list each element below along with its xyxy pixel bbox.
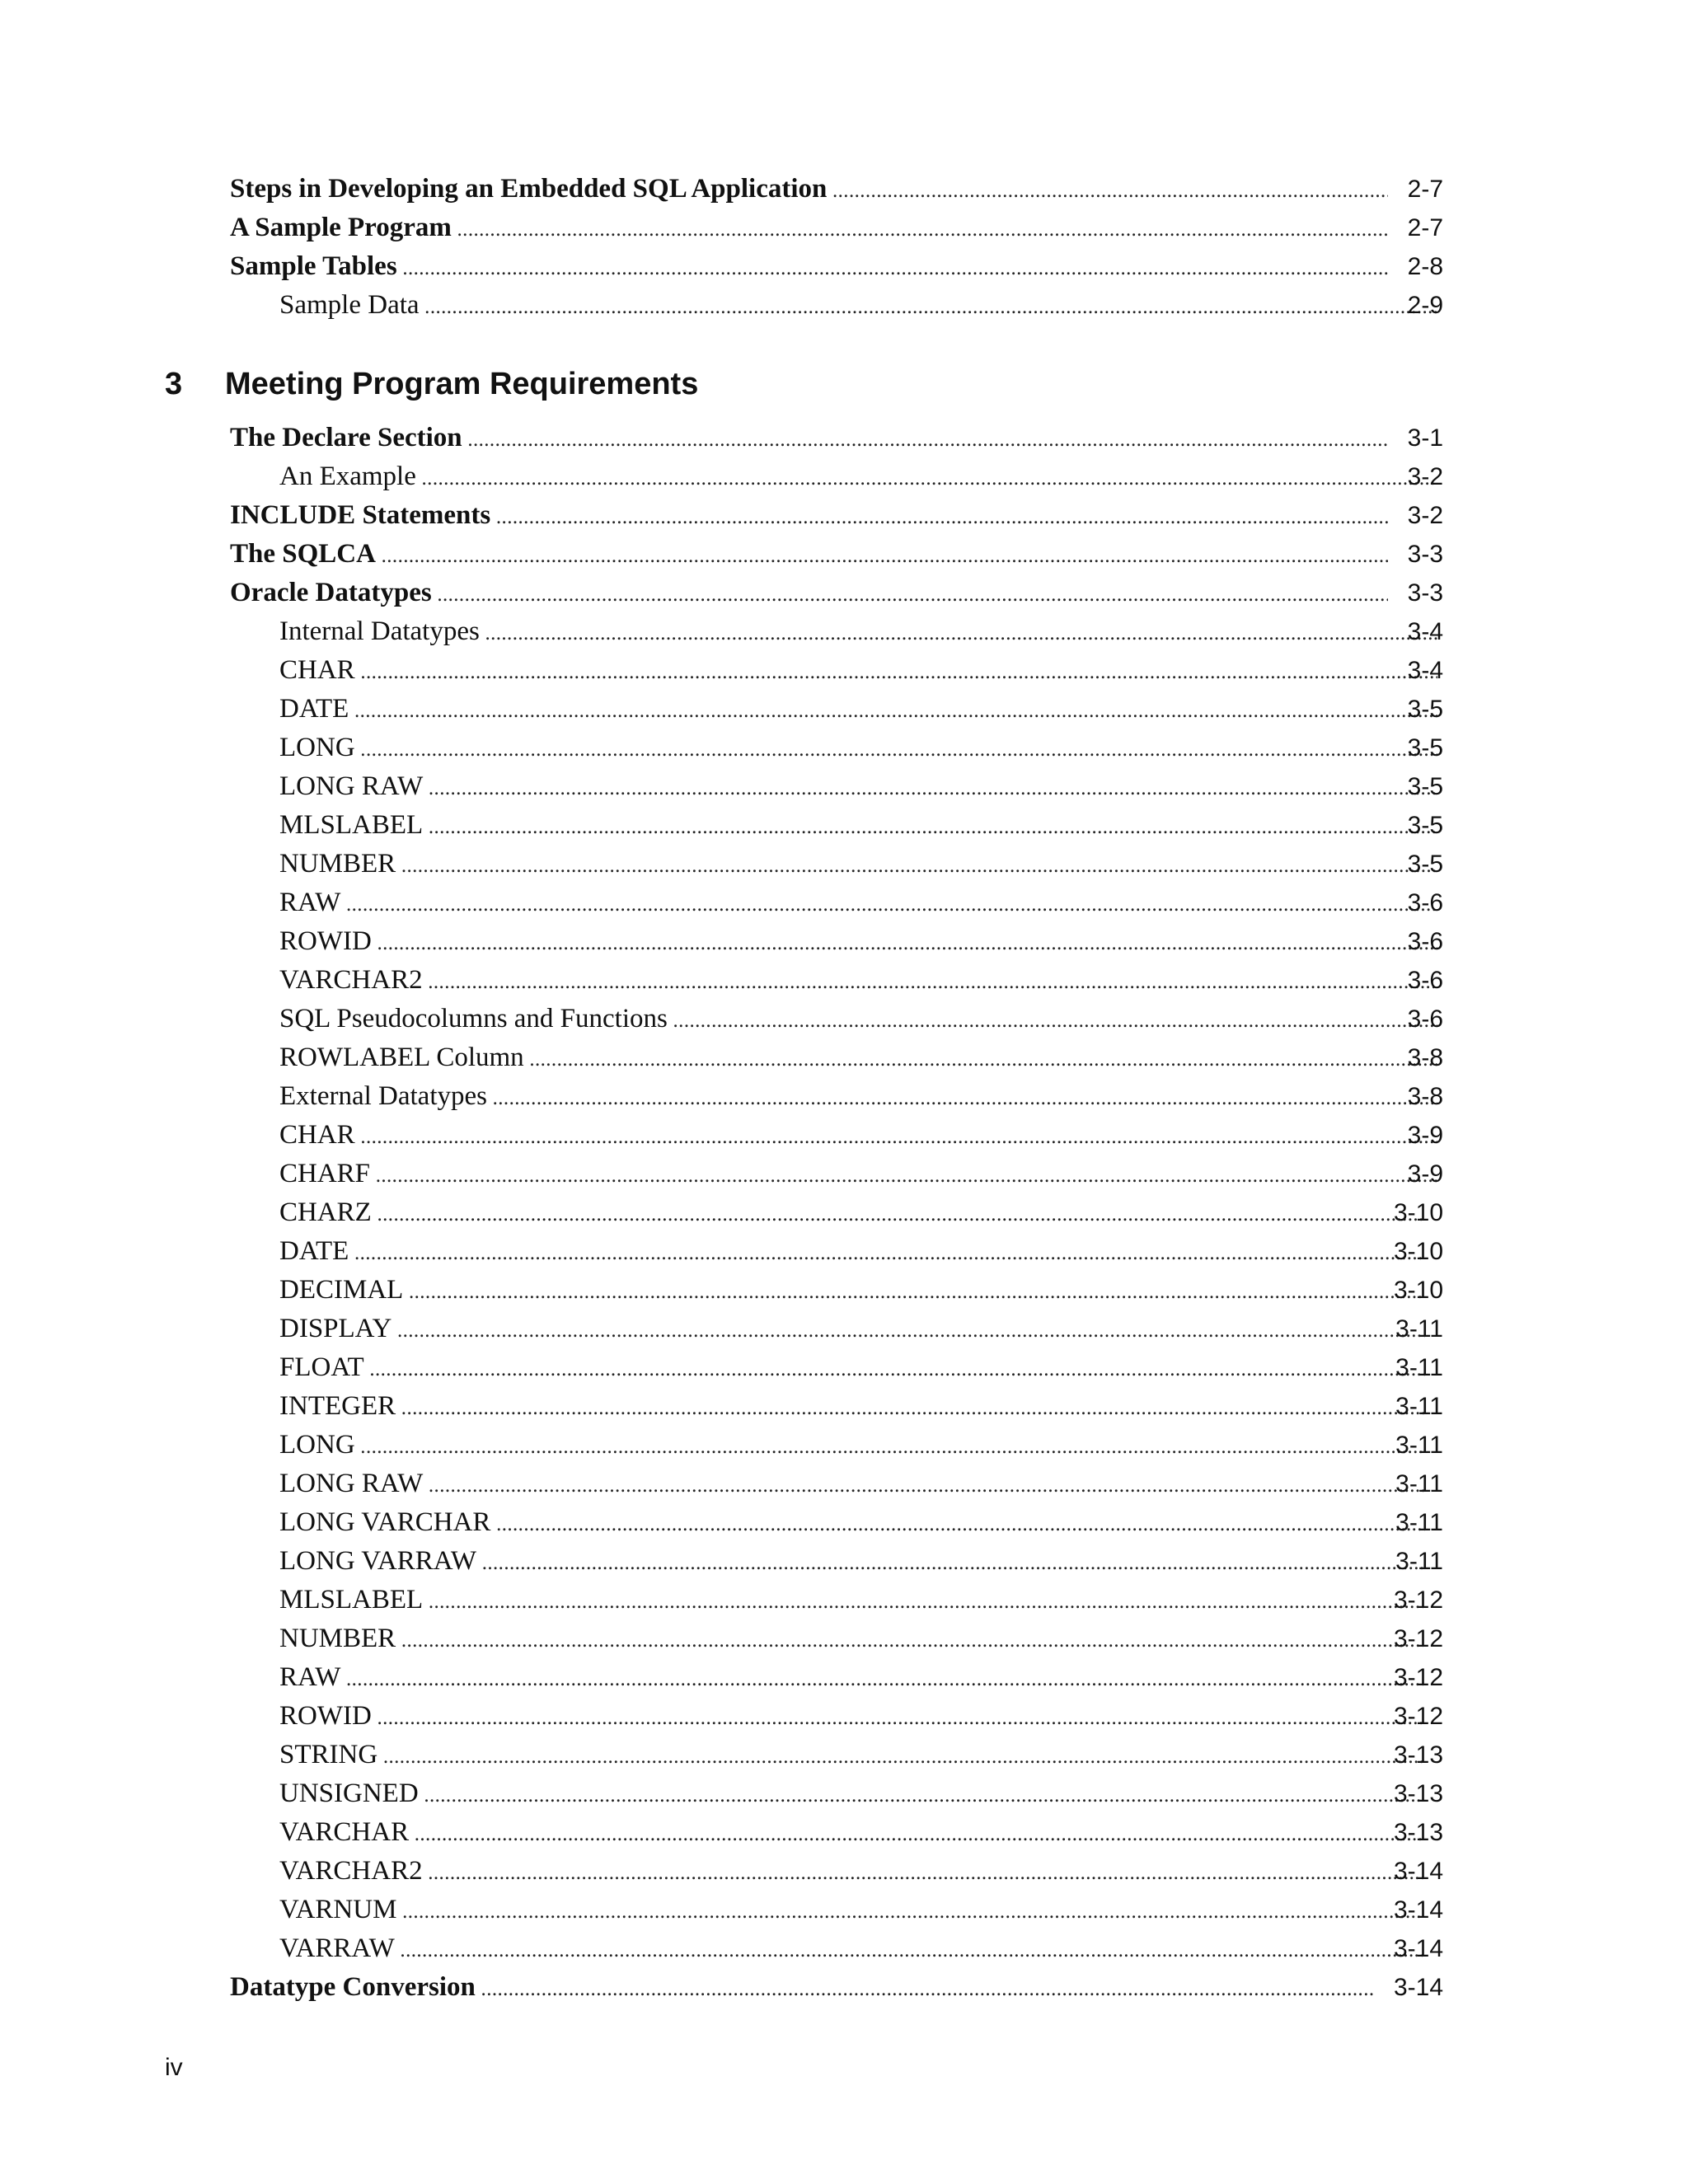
toc-entry-leader (230, 883, 1437, 924)
toc-entry-title[interactable]: An Example (279, 462, 416, 491)
toc-entry-title[interactable]: VARNUM (279, 1895, 397, 1924)
toc-entry[interactable] (230, 1619, 1443, 1658)
toc-entry[interactable] (230, 1232, 1443, 1271)
toc-entry-page[interactable]: 2-8 (1407, 253, 1443, 280)
toc-entry[interactable] (230, 1813, 1443, 1852)
toc-entry-page[interactable]: 2-7 (1407, 176, 1443, 203)
toc-entry-title[interactable]: FLOAT (279, 1352, 364, 1382)
toc-entry-page[interactable]: 3-14 (1393, 1935, 1443, 1962)
chapter-number: 3 (165, 367, 183, 401)
toc-entry-title[interactable]: LONG VARRAW (279, 1546, 477, 1576)
toc-entry-leader (230, 1929, 1423, 1970)
toc-entry-leader (230, 1193, 1423, 1234)
toc-entry[interactable] (230, 1348, 1443, 1387)
toc-entry[interactable] (230, 806, 1443, 845)
toc-entry-title[interactable]: RAW (279, 888, 341, 917)
toc-entry[interactable] (230, 1697, 1443, 1736)
toc-entry[interactable] (230, 1387, 1443, 1426)
toc-entry-title[interactable]: Datatype Conversion (230, 1972, 476, 2002)
toc-entry[interactable] (230, 1077, 1443, 1116)
toc-entry[interactable] (230, 247, 1443, 286)
toc-entry[interactable] (230, 1774, 1443, 1813)
toc-entry-leader (230, 1542, 1425, 1582)
toc-entry[interactable] (230, 767, 1443, 806)
toc-entry-leader (230, 419, 1388, 459)
toc-entry[interactable] (230, 209, 1443, 247)
toc-entry-page[interactable]: 3-4 (1407, 618, 1443, 645)
toc-entry-leader (230, 1465, 1425, 1505)
toc-entry-leader (230, 1774, 1423, 1815)
toc-entry[interactable] (230, 1426, 1443, 1465)
toc-entry[interactable] (230, 1968, 1443, 2007)
toc-entry-leader (230, 1581, 1423, 1621)
toc-entry[interactable] (230, 535, 1443, 574)
toc-entry[interactable] (230, 1658, 1443, 1697)
toc-entry-leader (230, 1387, 1425, 1427)
toc-entry-leader (230, 922, 1437, 963)
toc-entry-title[interactable]: The SQLCA (230, 539, 376, 569)
toc-entry-leader (230, 961, 1437, 1001)
toc-entry-title[interactable]: DECIMAL (279, 1275, 404, 1305)
toc-entry-title[interactable]: UNSIGNED (279, 1779, 419, 1808)
toc-entry-title[interactable]: External Datatypes (279, 1081, 487, 1111)
toc-entry-leader (230, 651, 1437, 691)
toc-entry-page[interactable]: 3-10 (1393, 1238, 1443, 1265)
toc-entry[interactable] (230, 286, 1443, 325)
toc-entry-page[interactable]: 3-3 (1407, 541, 1443, 568)
toc-entry-page[interactable]: 3-14 (1393, 1858, 1443, 1885)
toc-top-section (230, 170, 1443, 325)
toc-entry[interactable] (230, 1542, 1443, 1581)
toc-entry-title[interactable]: ROWID (279, 926, 372, 956)
toc-entry-title[interactable]: VARCHAR2 (279, 965, 423, 995)
toc-entry-page[interactable]: 3-3 (1407, 579, 1443, 607)
toc-entry-page[interactable]: 3-5 (1407, 773, 1443, 800)
toc-entry-leader (230, 1697, 1423, 1737)
toc-entry-leader (230, 612, 1437, 653)
toc-entry-leader (230, 1619, 1423, 1660)
toc-entry-page[interactable]: 3-4 (1407, 657, 1443, 684)
toc-entry-title[interactable]: MLSLABEL (279, 1585, 424, 1615)
toc-entry-leader (230, 1000, 1437, 1040)
toc-entry-leader (230, 574, 1388, 614)
toc-entry-page[interactable]: 3-12 (1393, 1664, 1443, 1691)
toc-entry-title[interactable]: STRING (279, 1740, 378, 1769)
toc-entry-title[interactable]: Internal Datatypes (279, 616, 480, 646)
toc-entry-page[interactable]: 3-11 (1395, 1509, 1443, 1536)
toc-entry-leader (230, 1736, 1423, 1776)
toc-entry-leader (230, 1155, 1437, 1195)
toc-entry[interactable] (230, 1155, 1443, 1193)
toc-entry-leader (230, 845, 1437, 885)
toc-entry-leader (230, 1426, 1425, 1466)
toc-entry-page[interactable]: 3-10 (1393, 1277, 1443, 1304)
toc-entry-page[interactable]: 3-9 (1407, 1160, 1443, 1188)
toc-entry[interactable] (230, 690, 1443, 729)
toc-entry[interactable] (230, 1503, 1443, 1542)
toc-entry[interactable] (230, 922, 1443, 961)
toc-entry-page[interactable]: 3-14 (1393, 1896, 1443, 1924)
toc-entry-title[interactable]: CHAR (279, 1120, 355, 1150)
toc-entry-title[interactable]: DISPLAY (279, 1314, 392, 1343)
toc-entry-leader (230, 457, 1437, 498)
toc-entry-title[interactable]: LONG RAW (279, 771, 424, 801)
toc-entry[interactable] (230, 574, 1443, 612)
toc-entry-leader (230, 1271, 1423, 1311)
toc-entry-title[interactable]: LONG (279, 1430, 355, 1460)
toc-entry-title[interactable]: Sample Tables (230, 251, 397, 281)
toc-entry-page[interactable]: 3-12 (1393, 1625, 1443, 1652)
toc-entry-page[interactable]: 3-8 (1407, 1083, 1443, 1110)
toc-entry[interactable] (230, 1271, 1443, 1310)
toc-entry-leader (230, 806, 1437, 846)
toc-entry-leader (230, 1348, 1425, 1389)
toc-entry-title[interactable]: Sample Data (279, 290, 420, 320)
toc-entry-leader (230, 690, 1437, 730)
toc-entry-title[interactable]: NUMBER (279, 849, 396, 879)
toc-entry-page[interactable]: 3-6 (1407, 967, 1443, 994)
toc-entry-leader (230, 1038, 1437, 1079)
toc-entry[interactable] (230, 612, 1443, 651)
toc-entry[interactable] (230, 496, 1443, 535)
toc-entry[interactable] (230, 651, 1443, 690)
toc-entry[interactable] (230, 1038, 1443, 1077)
toc-entry-title[interactable]: ROWLABEL Column (279, 1043, 524, 1072)
toc-entry-page[interactable]: 3-12 (1393, 1586, 1443, 1614)
footer-page-number: iv (165, 2054, 183, 2081)
toc-entry-leader (230, 1968, 1374, 2008)
toc-entry-page[interactable]: 3-6 (1407, 889, 1443, 916)
toc-entry[interactable] (230, 1193, 1443, 1232)
toc-entry-page[interactable]: 3-13 (1393, 1741, 1443, 1769)
toc-entry-title[interactable]: Oracle Datatypes (230, 578, 432, 607)
toc-entry-leader (230, 1813, 1423, 1854)
toc-entry-leader (230, 767, 1437, 808)
toc-entry-page[interactable]: 3-2 (1407, 502, 1443, 529)
toc-entry-leader (230, 729, 1437, 769)
toc-entry-page[interactable]: 3-14 (1393, 1974, 1443, 2001)
toc-entry[interactable] (230, 729, 1443, 767)
toc-entry[interactable] (230, 961, 1443, 1000)
toc-entry-page[interactable]: 3-11 (1395, 1548, 1443, 1575)
toc-entry-title[interactable]: VARCHAR (279, 1817, 410, 1847)
toc-entry[interactable] (230, 1465, 1443, 1503)
toc-entry-title[interactable]: VARCHAR2 (279, 1856, 423, 1886)
toc-entry-title[interactable]: CHARF (279, 1159, 371, 1188)
toc-entry-page[interactable]: 3-13 (1393, 1780, 1443, 1807)
toc-entry-page[interactable]: 3-5 (1407, 812, 1443, 839)
toc-entry-page[interactable]: 2-7 (1407, 214, 1443, 241)
toc-entry-title[interactable]: VARRAW (279, 1933, 395, 1963)
toc-entry-leader (230, 170, 1388, 210)
toc-entry[interactable] (230, 1736, 1443, 1774)
toc-entry-title[interactable]: DATE (279, 694, 349, 724)
toc-entry-page[interactable]: 3-9 (1407, 1122, 1443, 1149)
toc-entry-leader (230, 1658, 1423, 1699)
toc-entry-leader (230, 535, 1388, 575)
toc-entry-page[interactable]: 3-11 (1395, 1432, 1443, 1459)
toc-entry-leader (230, 1891, 1423, 1931)
toc-entry-title[interactable]: LONG (279, 733, 355, 762)
toc-entry-page[interactable]: 3-13 (1393, 1819, 1443, 1846)
toc-entry-page[interactable]: 3-5 (1407, 696, 1443, 723)
toc-entry[interactable] (230, 845, 1443, 883)
toc-entry[interactable] (230, 1852, 1443, 1891)
toc-entry-leader (230, 247, 1388, 288)
toc-entry-title[interactable]: LONG RAW (279, 1469, 424, 1498)
toc-entry-leader (230, 209, 1388, 249)
toc-entry[interactable] (230, 883, 1443, 922)
toc-entry-leader (230, 496, 1388, 537)
toc-entry-page[interactable]: 3-10 (1393, 1199, 1443, 1226)
toc-entry-title[interactable]: LONG VARCHAR (279, 1507, 491, 1537)
toc-entry-title[interactable]: NUMBER (279, 1624, 396, 1653)
toc-entry-title[interactable]: ROWID (279, 1701, 372, 1731)
toc-entry[interactable] (230, 419, 1443, 457)
toc-entry-page[interactable]: 3-8 (1407, 1044, 1443, 1071)
toc-entry[interactable] (230, 1581, 1443, 1619)
toc-entry-title[interactable]: The Declare Section (230, 423, 462, 452)
toc-entry-page[interactable]: 3-5 (1407, 851, 1443, 878)
toc-entry[interactable] (230, 1310, 1443, 1348)
toc-entry-page[interactable]: 3-12 (1393, 1703, 1443, 1730)
toc-entry-page[interactable]: 3-11 (1395, 1354, 1443, 1381)
toc-entry-leader (230, 1077, 1437, 1118)
toc-entry[interactable] (230, 457, 1443, 496)
toc-entry-title[interactable]: INCLUDE Statements (230, 500, 491, 530)
toc-entry[interactable] (230, 1116, 1443, 1155)
toc-entry-leader (230, 1852, 1423, 1892)
toc-entry-page[interactable]: 2-9 (1407, 292, 1443, 319)
toc-entry-page[interactable]: 3-1 (1407, 424, 1443, 452)
toc-entry-title[interactable]: A Sample Program (230, 213, 452, 242)
toc-entry-title[interactable]: INTEGER (279, 1391, 396, 1421)
toc-entry-title[interactable]: SQL Pseudocolumns and Functions (279, 1004, 668, 1033)
toc-entry[interactable] (230, 170, 1443, 209)
toc-entry-page[interactable]: 3-5 (1407, 734, 1443, 762)
toc-chapter-3-section (230, 419, 1443, 2007)
toc-entry-leader (230, 1232, 1423, 1272)
toc-entry-title[interactable]: RAW (279, 1662, 341, 1692)
toc-entry-page[interactable]: 3-11 (1395, 1393, 1443, 1420)
toc-entry-leader (230, 1116, 1437, 1156)
toc-entry-title[interactable]: DATE (279, 1236, 349, 1266)
chapter-title[interactable]: Meeting Program Requirements (225, 367, 699, 401)
toc-entry-page[interactable]: 3-6 (1407, 1005, 1443, 1033)
chapter-heading (165, 361, 698, 407)
toc-entry[interactable] (230, 1891, 1443, 1929)
toc-entry-title[interactable]: Steps in Developing an Embedded SQL Application (230, 174, 828, 204)
toc-entry-page[interactable]: 3-6 (1407, 928, 1443, 955)
toc-entry-page[interactable]: 3-11 (1395, 1470, 1443, 1497)
toc-entry-page[interactable]: 3-11 (1395, 1315, 1443, 1343)
toc-entry-leader (230, 286, 1437, 326)
toc-entry-title[interactable]: CHAR (279, 655, 355, 685)
toc-entry-leader (230, 1310, 1425, 1350)
toc-entry-leader (230, 1503, 1425, 1544)
toc-entry-title[interactable]: CHARZ (279, 1197, 372, 1227)
toc-entry-title[interactable]: MLSLABEL (279, 810, 424, 840)
toc-entry-page[interactable]: 3-2 (1407, 463, 1443, 490)
toc-entry[interactable] (230, 1000, 1443, 1038)
toc-entry[interactable] (230, 1929, 1443, 1968)
